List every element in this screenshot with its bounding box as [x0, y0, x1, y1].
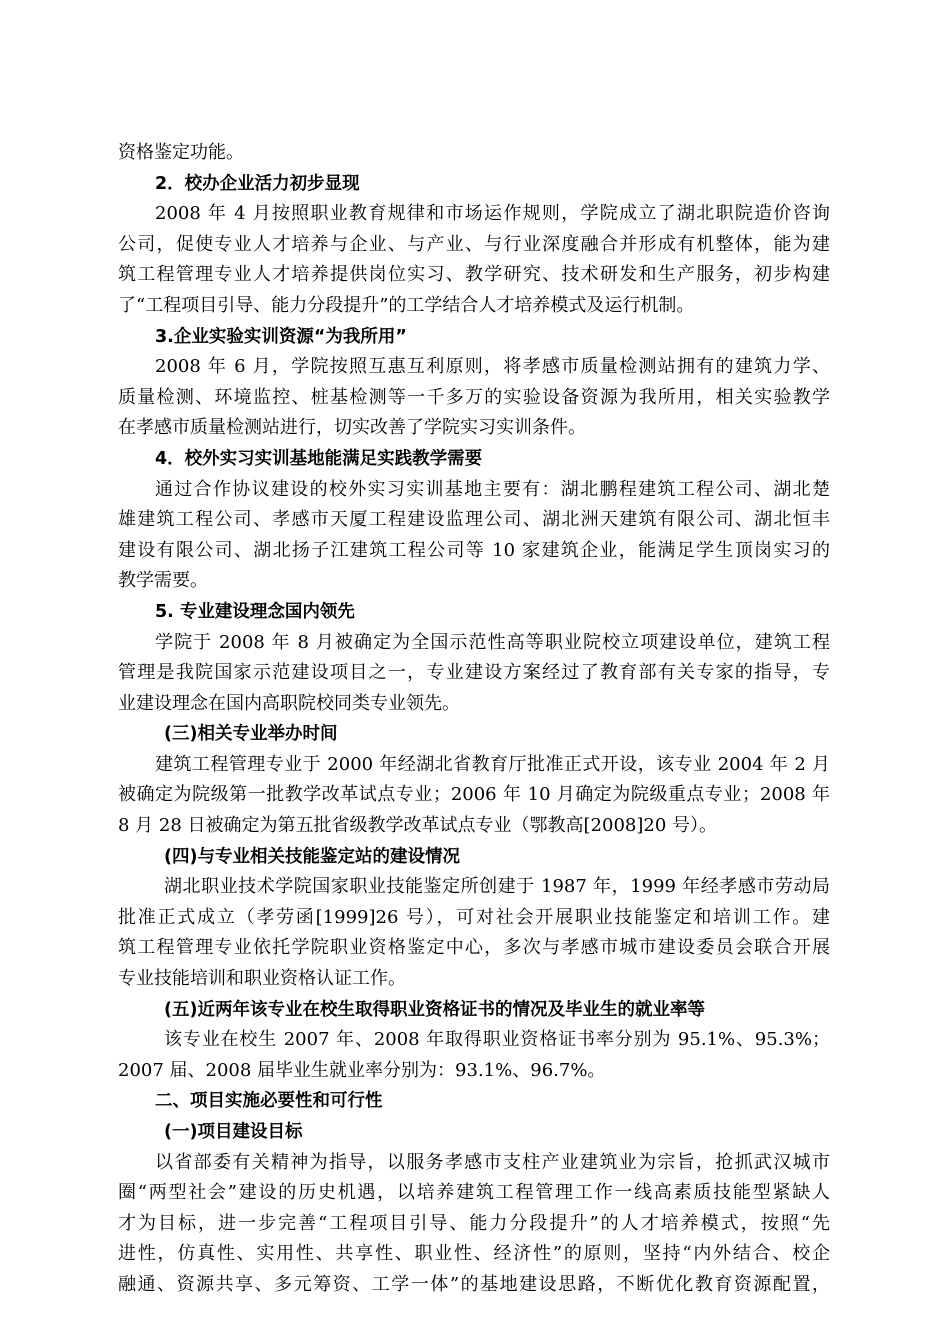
paragraph-line: 8 月 28 日被确定为第五批省级教学改革试点专业（鄂教高[2008]20 号）。 [118, 815, 717, 837]
paragraph-line: 学院于 2008 年 8 月被确定为全国示范性高等职业院校立项建设单位，建筑工程 [155, 631, 830, 653]
paragraph-line: 筑工程管理专业人才培养提供岗位实习、教学研究、技术研发和生产服务，初步构建 [118, 264, 830, 286]
paragraph-line: 融通、资源共享、多元筹资、工学一体”的基地建设思路，不断优化教育资源配置， [118, 1273, 830, 1295]
section-heading: (四)与专业相关技能鉴定站的建设情况 [164, 846, 460, 867]
paragraph-line: 雄建筑工程公司、孝感市天厦工程建设监理公司、湖北洲天建筑有限公司、湖北恒丰 [118, 509, 830, 531]
paragraph-line: 专业技能培训和职业资格认证工作。 [118, 968, 406, 990]
section-heading: 3.企业实验实训资源“为我所用” [155, 326, 407, 347]
section-heading: 二、项目实施必要性和可行性 [155, 1091, 383, 1112]
paragraph-line: 质量检测、环境监控、桩基检测等一千多万的实验设备资源为我所用，相关实验教学 [118, 386, 830, 408]
paragraph-line: 管理是我院国家示范建设项目之一，专业建设方案经过了教育部有关专家的指导，专 [118, 662, 830, 684]
paragraph-line: 2008 年 4 月按照职业教育规律和市场运作规则，学院成立了湖北职院造价咨询 [155, 203, 830, 225]
paragraph-line: 以省部委有关精神为指导，以服务孝感市支柱产业建筑业为宗旨，抢抓武汉城市 [155, 1151, 830, 1173]
paragraph-line: 被确定为院级第一批教学改革试点专业；2006 年 10 月确定为院级重点专业；2008 年 [118, 784, 830, 806]
section-heading: (五)近两年该专业在校生取得职业资格证书的情况及毕业生的就业率等 [164, 999, 705, 1020]
section-heading: 2．校办企业活力初步显现 [155, 173, 360, 194]
paragraph-line: 教学需要。 [118, 570, 208, 592]
section-heading: (三)相关专业举办时间 [164, 724, 338, 745]
paragraph-line: 业建设理念在国内高职院校同类专业领先。 [118, 692, 460, 714]
paragraph-line: 了“工程项目引导、能力分段提升”的工学结合人才培养模式及运行机制。 [118, 294, 695, 316]
paragraph-line: 进性，仿真性、实用性、共享性、职业性、经济性”的原则，坚持“内外结合、校企 [118, 1243, 830, 1265]
paragraph-line: 通过合作协议建设的校外实习实训基地主要有：湖北鹏程建筑工程公司、湖北楚 [155, 478, 830, 500]
paragraph-line: 湖北职业技术学院国家职业技能鉴定所创建于 1987 年，1999 年经孝感市劳动局 [164, 876, 830, 898]
paragraph-line: 2007 届、2008 届毕业生就业率分别为：93.1%、96.7%。 [118, 1059, 606, 1081]
paragraph-line: 建筑工程管理专业于 2000 年经湖北省教育厅批准正式开设，该专业 2004 年 2 月 [155, 753, 830, 775]
paragraph-line: 建设有限公司、湖北扬子江建筑工程公司等 10 家建筑企业，能满足学生顶岗实习的 [118, 539, 830, 561]
paragraph-line: 才为目标，进一步完善“工程项目引导、能力分段提升”的人才培养模式，按照“先 [118, 1212, 830, 1234]
section-heading: 5. 专业建设理念国内领先 [155, 601, 355, 622]
paragraph-line: 筑工程管理专业依托学院职业资格鉴定中心，多次与孝感市城市建设委员会联合开展 [118, 937, 830, 959]
paragraph-line: 在孝感市质量检测站进行，切实改善了学院实习实训条件。 [118, 417, 586, 439]
paragraph-line: 2008 年 6 月，学院按照互惠互利原则，将孝感市质量检测站拥有的建筑力学、 [155, 356, 830, 378]
section-heading: (一)项目建设目标 [164, 1122, 303, 1142]
paragraph-line: 圈“两型社会”建设的历史机遇，以培养建筑工程管理工作一线高素质技能型紧缺人 [118, 1182, 830, 1204]
paragraph-line: 该专业在校生 2007 年、2008 年取得职业资格证书率分别为 95.1%、95.3%； [164, 1029, 830, 1051]
paragraph-line: 批准正式成立（孝劳函[1999]26 号），可对社会开展职业技能鉴定和培训工作。建 [118, 906, 830, 928]
document-page [118, 138, 830, 1301]
paragraph-line: 资格鉴定功能。 [118, 142, 244, 163]
section-heading: 4．校外实习实训基地能满足实践教学需要 [155, 448, 483, 469]
paragraph-line: 公司，促使专业人才培养与企业、与产业、与行业深度融合并形成有机整体，能为建 [118, 233, 830, 255]
